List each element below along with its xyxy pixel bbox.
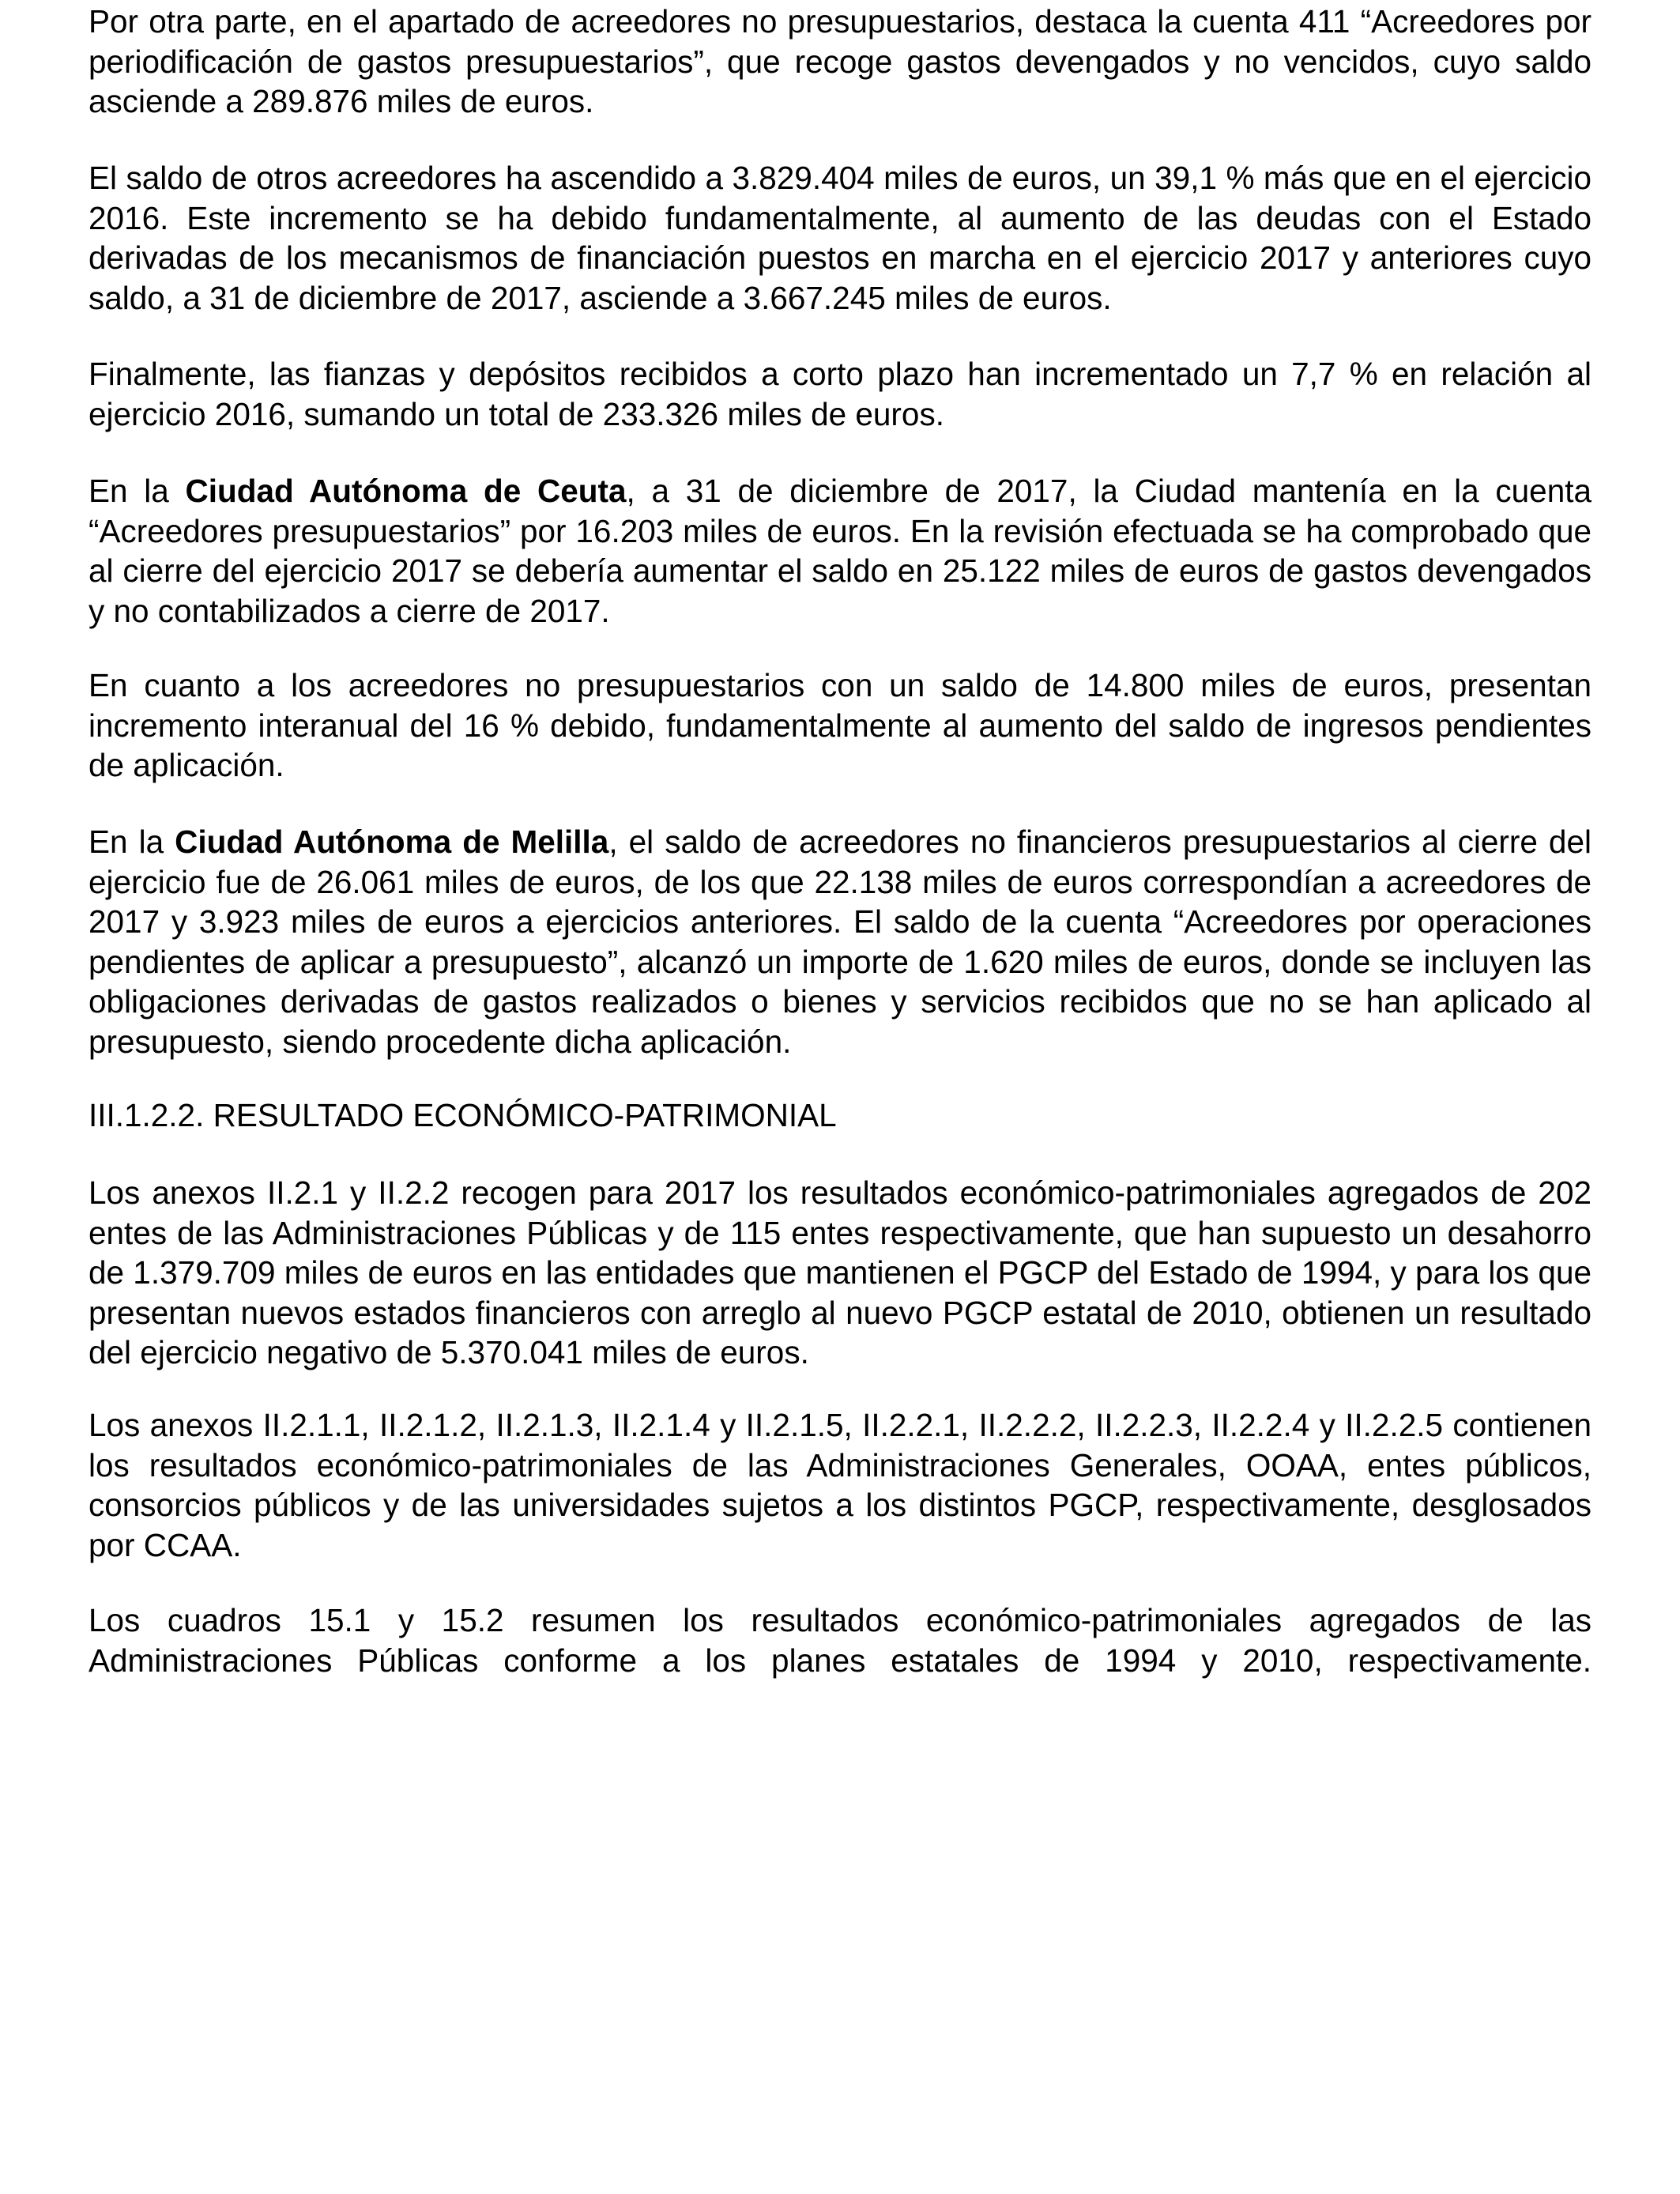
paragraph-anexos-desglose: Los anexos II.2.1.1, II.2.1.2, II.2.1.3, II.2.1.4 y II.2.1.5, II.2.2.1, II.2.2.2, II.2.2.3, II.2.2.4 y II.2.2.5 contienen los resultados económico-patrimoniales de las Administraciones Generales, OOAA, entes públicos, consorcios públicos y de las universidades sujetos a los distintos PGCP, respectivamente, desglosados por CCAA. — [89, 1407, 1591, 1563]
paragraph-ceuta-rest: , a 31 de diciembre de 2017, la Ciudad mantenía en la cuenta “Acreedores presupuestarios” por 16.203 miles de euros. En la revisión efectuada se ha comprobado que al cierre del ejercicio 2017 se debería aumentar el saldo en 25.122 miles de euros de gastos devengados y no contabilizados a cierre de 2017. — [89, 473, 1591, 629]
paragraph-ceuta-lead: En la — [89, 473, 186, 509]
paragraph-melilla-rest: , el saldo de acreedores no financieros presupuestarios al cierre del ejercicio fue de 26.061 miles de euros, de los que 22.138 miles de euros correspondían a acreedores de 2017 y 3.923 miles de euros a ejercicios anteriores. El saldo de la cuenta “Acreedores por operaciones pendientes de aplicar a presupuesto”, alcanzó un importe de 1.620 miles de euros, donde se incluyen las obligaciones derivadas de gastos realizados o bienes y servicios recibidos que no se han aplicado al presupuesto, siendo procedente dicha aplicación. — [89, 824, 1591, 1060]
section-heading: III.1.2.2. RESULTADO ECONÓMICO-PATRIMONIAL — [89, 1097, 837, 1133]
paragraph-melilla-lead: En la — [89, 824, 175, 860]
paragraph-acreedores-no-presupuestarios: Por otra parte, en el apartado de acreedores no presupuestarios, destaca la cuenta 411 “Acreedores por periodificación de gastos presupuestarios”, que recoge gastos devengados y no vencidos, cuyo saldo asciende a 289.876 miles de euros. — [89, 3, 1591, 119]
melilla-bold-name: Ciudad Autónoma de Melilla — [175, 824, 609, 860]
paragraph-ceuta — [89, 471, 1591, 631]
ceuta-bold-name: Ciudad Autónoma de Ceuta — [185, 473, 627, 509]
paragraph-otros-acreedores: El saldo de otros acreedores ha ascendido a 3.829.404 miles de euros, un 39,1 % más que en el ejercicio 2016. Este incremento se ha debido fundamentalmente, al aumento de las deudas con el Estado derivadas de los mecanismos de financiación puestos en marcha en el ejercicio 2017 y anteriores cuyo saldo, a 31 de diciembre de 2017, asciende a 3.667.245 miles de euros. — [89, 160, 1591, 316]
paragraph-melilla — [89, 822, 1591, 1061]
paragraph-cuadros: Los cuadros 15.1 y 15.2 resumen los resultados económico-patrimoniales agregados de las Administraciones Públicas conforme a los planes estatales de 1994 y 2010, respectivamente. — [89, 1602, 1591, 1679]
paragraph-acreedores-ceuta: En cuanto a los acreedores no presupuestarios con un saldo de 14.800 miles de euros, presentan incremento interanual del 16 % debido, fundamentalmente al aumento del saldo de ingresos pendientes de aplicación. — [89, 667, 1591, 783]
paragraph-fianzas-depositos: Finalmente, las fianzas y depósitos recibidos a corto plazo han incrementado un 7,7 % en relación al ejercicio 2016, sumando un total de 233.326 miles de euros. — [89, 356, 1591, 432]
paragraph-anexos-resultados: Los anexos II.2.1 y II.2.2 recogen para 2017 los resultados económico-patrimoniales agregados de 202 entes de las Administraciones Públicas y de 115 entes respectivamente, que han supuesto un desahorro de 1.379.709 miles de euros en las entidades que mantienen el PGCP del Estado de 1994, y para los que presentan nuevos estados financieros con arreglo al nuevo PGCP estatal de 2010, obtienen un resultado del ejercicio negativo de 5.370.041 miles de euros. — [89, 1174, 1591, 1370]
